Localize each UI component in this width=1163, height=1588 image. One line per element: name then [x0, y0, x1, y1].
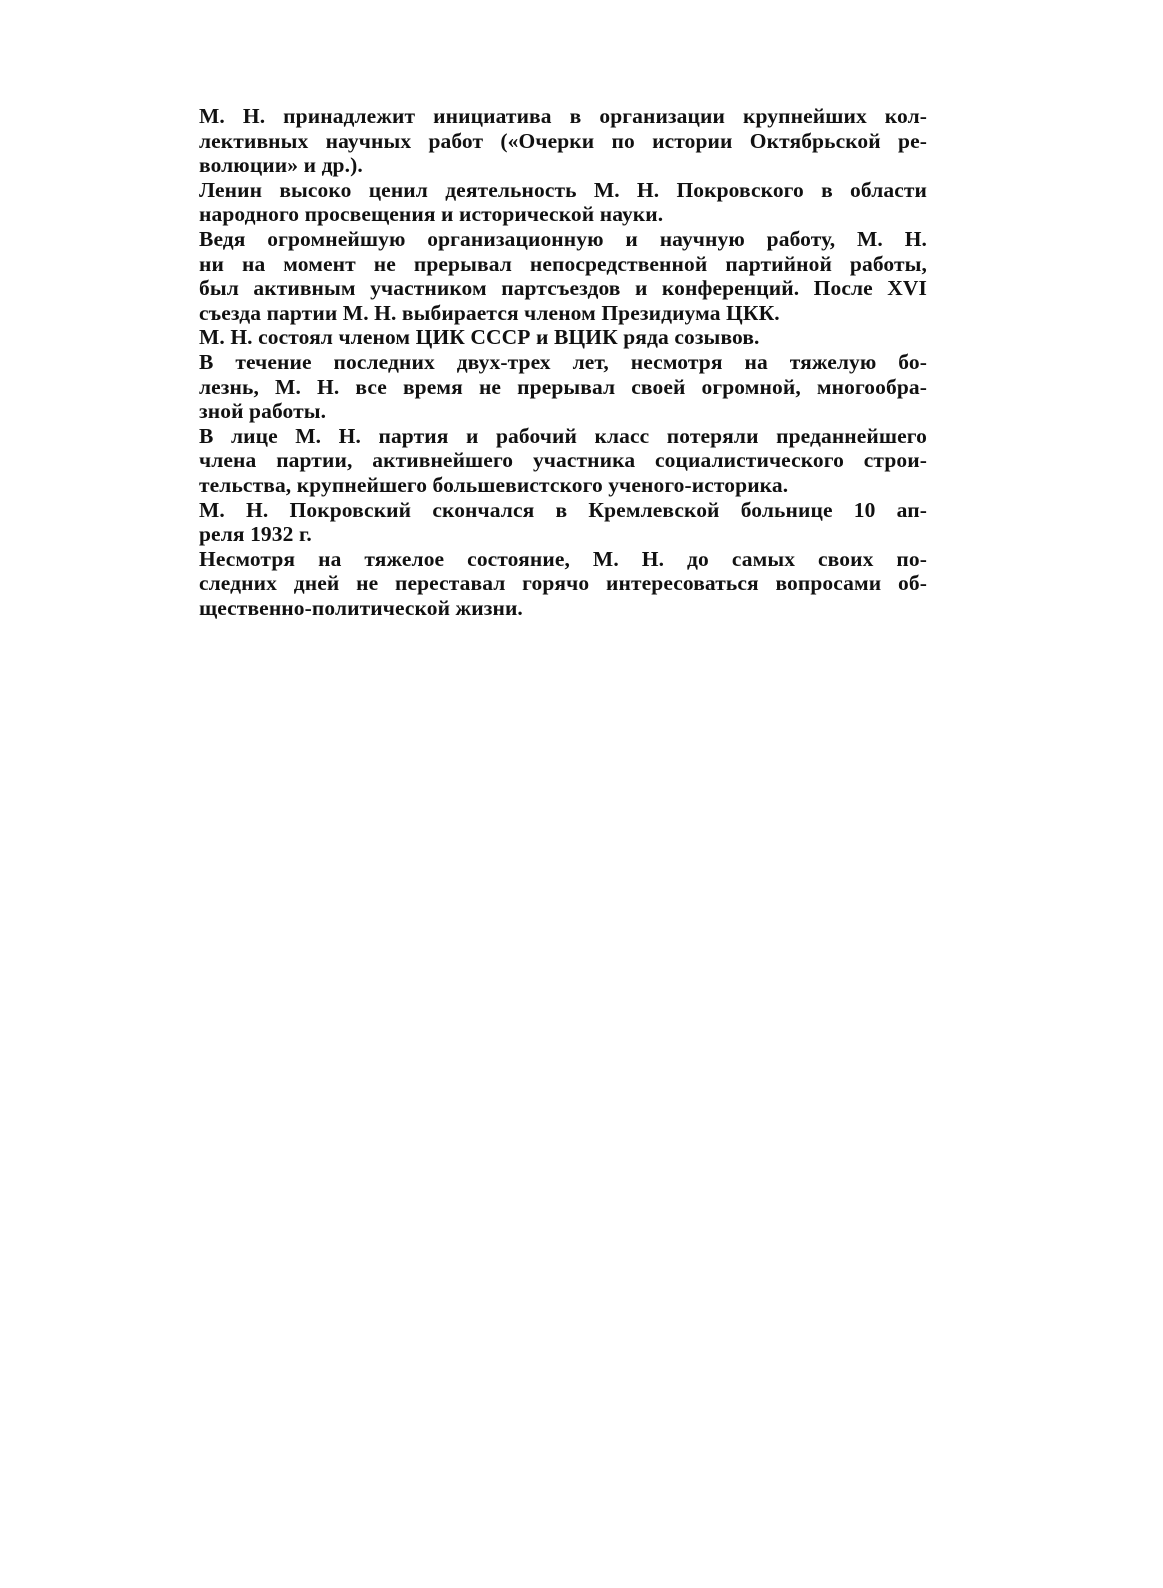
text-line: В лице М. Н. партия и рабочий класс потеряли преданнейшего [199, 423, 927, 448]
text-line: лективных научных работ («Очерки по истории Октябрьской ре- [199, 128, 927, 153]
paragraph-lenin [199, 178, 927, 227]
paragraph-initiative [199, 104, 927, 178]
text-line: Ленин высоко ценил деятельность М. Н. Покровского в области [199, 177, 927, 202]
text-line: лезнь, М. Н. все время не прерывал своей огромной, многообра- [199, 374, 927, 399]
document-body-text [199, 104, 927, 620]
text-line: волюции» и др.). [199, 153, 363, 178]
text-line: народного просвещения и исторической науки. [199, 202, 664, 227]
paragraph-party-work [199, 227, 927, 325]
paragraph-illness [199, 350, 927, 424]
text-line: щественно-политической жизни. [199, 595, 523, 620]
text-line: тельства, крупнейшего большевистского ученого-историка. [199, 472, 789, 497]
paragraph-death [199, 498, 927, 547]
text-line: был активным участником партсъездов и конференций. После XVI [199, 276, 927, 301]
paragraph-cik-member [199, 325, 927, 350]
text-line: Ведя огромнейшую организационную и научную работу, М. Н. [199, 226, 927, 251]
text-line: Несмотря на тяжелое состояние, М. Н. до самых своих по- [199, 546, 927, 571]
text-line: М. Н. состоял членом ЦИК СССР и ВЦИК ряда созывов. [199, 325, 760, 350]
paragraph-last-days [199, 547, 927, 621]
text-line: зной работы. [199, 399, 327, 424]
text-line: М. Н. Покровский скончался в Кремлевской больнице 10 ап- [199, 497, 927, 522]
text-line: члена партии, активнейшего участника социалистического строи- [199, 448, 927, 473]
paragraph-loss [199, 424, 927, 498]
text-line: съезда партии М. Н. выбирается членом Президиума ЦКК. [199, 300, 780, 325]
text-line: реля 1932 г. [199, 522, 312, 547]
text-line: следних дней не переставал горячо интересоваться вопросами об- [199, 571, 927, 596]
text-line: М. Н. принадлежит инициатива в организации крупнейших кол- [199, 104, 927, 128]
text-line: В течение последних двух-трех лет, несмотря на тяжелую бо- [199, 349, 927, 374]
text-line: ни на момент не прерывал непосредственной партийной работы, [199, 251, 927, 276]
